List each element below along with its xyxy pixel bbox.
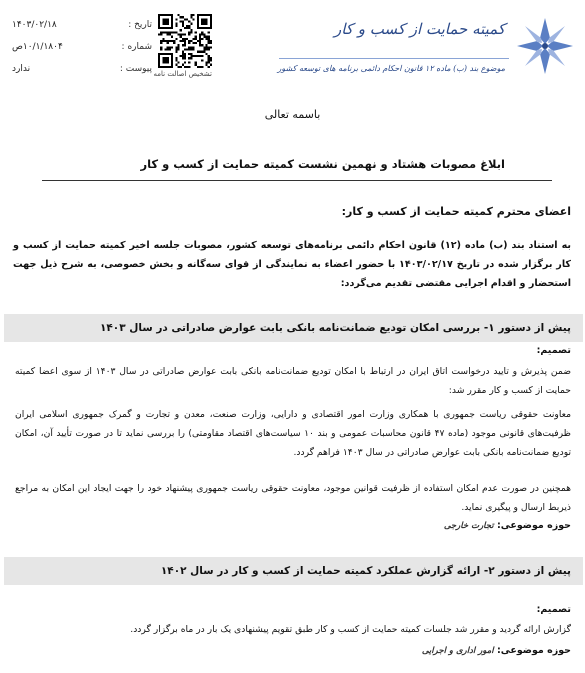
qr-code[interactable] — [158, 14, 212, 68]
item-2-heading: پیش از دستور ۲- ارائه گزارش عملکرد کمیته حمایت از کسب و کار در سال ۱۴۰۲ — [4, 557, 583, 585]
logo-subtitle: موضوع بند (ب) ماده ۱۲ قانون احکام دائمی برنامه های توسعه کشور — [277, 64, 505, 73]
page-title: ابلاغ مصوبات هشتاد و نهمین نشست کمیته حمایت از کسب و کار — [140, 157, 505, 171]
date-value: ۱۴۰۳/۰۲/۱۸ — [12, 20, 57, 30]
item-1-domain — [444, 520, 571, 531]
item-1-paragraph-1: ضمن پذیرش و تایید درخواست اتاق ایران در ارتباط با امکان تودیع ضمانت‌نامه بانکی بابت عوارض صادراتی در سال ۱۴۰۳ از سوی اعضا کمیته حمایت از کسب و کار مقرر شد: — [15, 366, 571, 396]
logo-divider — [279, 58, 509, 59]
intro-paragraph: به استناد بند (ب) ماده (۱۲) قانون احکام دائمی برنامه‌های توسعه کشور، مصوبات جلسه اخیر کمیته حمایت از کسب و کار برگزار شده در تاریخ ۱۴۰۳/۰۲/۱۷ با حضور اعضاء به نمایندگی از قوای سه‌گانه و بخش خصوصی، به شرح ذیل جهت استحضار و اقدام اجرایی مقتضی تقدیم می‌گردد: — [13, 240, 572, 289]
number-label: شماره : — [121, 42, 152, 52]
date-row — [12, 14, 152, 36]
attachment-row — [12, 58, 152, 80]
qr-block — [153, 14, 212, 78]
item-1-decision-label: تصمیم: — [536, 345, 571, 356]
item-1-heading: پیش از دستور ۱- بررسی امکان تودیع ضمانت‌نامه بانکی بابت عوارض صادراتی در سال ۱۴۰۳ — [4, 314, 583, 342]
organization-logo — [277, 14, 577, 80]
item-1-domain-value: تجارت خارجی — [443, 521, 494, 531]
qr-caption: تشخیص اصالت نامه — [153, 70, 212, 78]
attachment-value: ندارد — [12, 64, 31, 74]
item-2-domain-label: حوزه موضوعی: — [496, 645, 571, 656]
number-row — [12, 36, 152, 58]
item-1-paragraph-3: همچنین در صورت عدم امکان استفاده از ظرفیت قوانین موجود، معاونت حقوقی ریاست جمهوری پیشنهاد خود را جهت ایجاد این امکان به مراجع ذیربط ارسال و پیگیری نماید. — [15, 483, 571, 513]
item-2-domain — [422, 645, 571, 656]
number-value: ۱۰/۱/۱۸۰۴ص — [12, 42, 63, 52]
item-2-paragraph-1: گزارش ارائه گردید و مقرر شد جلسات کمیته حمایت از کسب و کار طبق تقویم پیشنهادی یک بار در ماه برگزار گردد. — [130, 624, 571, 635]
item-1-paragraph-2: معاونت حقوقی ریاست جمهوری با همکاری وزارت امور اقتصادی و دارایی، وزارت صنعت، معدن و تجارت و گمرک جمهوری اسلامی ایران ظرفیت‌های قانونی موجود (ماده ۴۷ قانون محاسبات عمومی و بند ۱۰ سیاست‌های اقتصاد مقاومتی) را بررسی نماید تا در صورت تأیید آن، امکان تودیع ضمانت‌نامه بانکی بابت عوارض صادراتی در سال ۱۴۰۳ فراهم گردد. — [15, 409, 571, 458]
invocation: باسمه تعالی — [264, 108, 321, 121]
letter-meta — [12, 14, 152, 80]
item-2-decision-label: تصمیم: — [536, 604, 571, 615]
logo-title: کمیته حمایت از کسب و کار — [333, 20, 505, 38]
date-label: تاریخ : — [128, 20, 152, 30]
item-2-domain-value: امور اداری و اجرایی — [421, 646, 494, 656]
title-divider — [42, 180, 552, 181]
logo-star-icon — [513, 14, 577, 78]
salutation: اعضای محترم کمیته حمایت از کسب و کار: — [341, 205, 571, 218]
attachment-label: پیوست : — [119, 64, 152, 74]
item-1-domain-label: حوزه موضوعی: — [496, 520, 571, 531]
